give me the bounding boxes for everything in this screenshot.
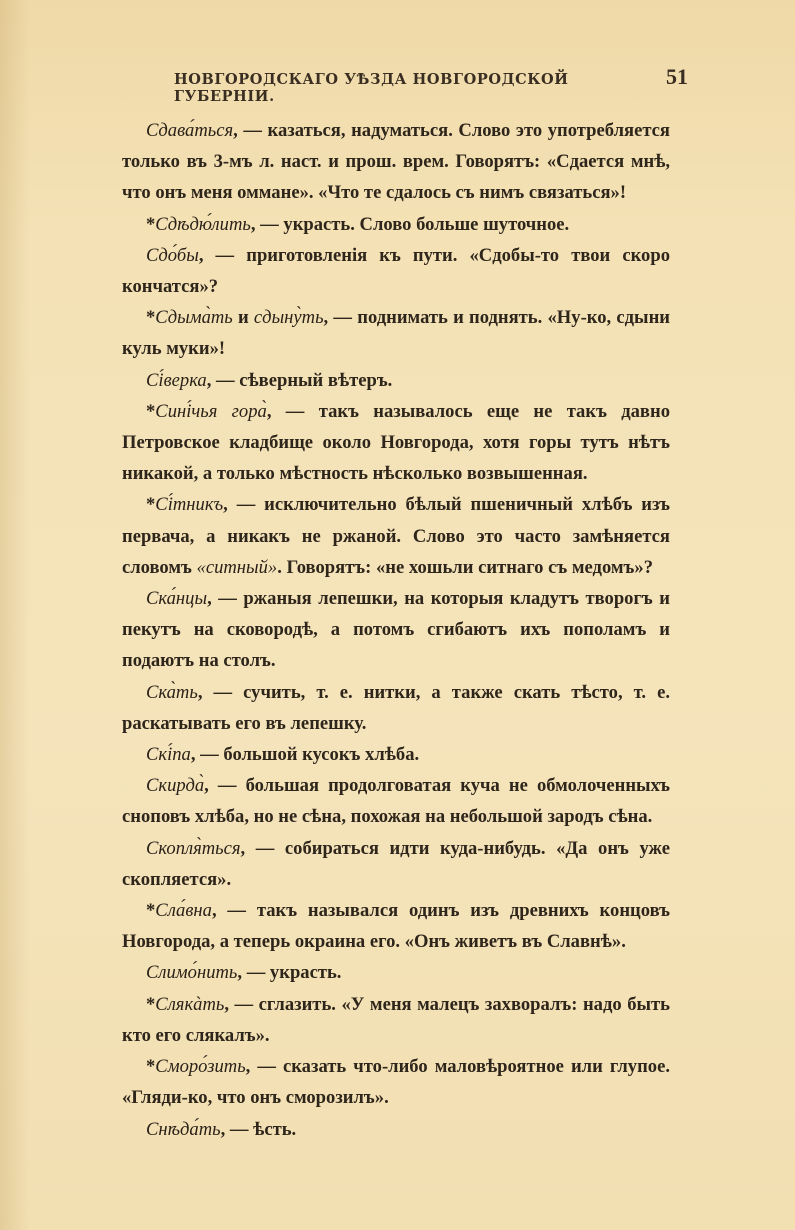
headword-variant: «ситный» — [196, 556, 278, 578]
asterisk-mark: * — [146, 900, 156, 922]
dictionary-entry — [122, 240, 670, 302]
dictionary-entry — [122, 583, 670, 677]
headword: Скирда̀ — [146, 775, 205, 797]
asterisk-mark: * — [146, 213, 156, 235]
headword: Снѣда́ть — [146, 1118, 221, 1140]
headword: Сдава́ться — [146, 120, 234, 141]
definition: , — исключительно бѣлый пшеничный хлѣбъ изъ первача, а никакъ не ржаной. Слово это часто замѣняется словомъ — [122, 494, 670, 578]
headword: Сдыма̀ть — [155, 307, 233, 329]
headword: Сдѣдю́лить — [155, 213, 251, 235]
dictionary-entry — [122, 489, 670, 583]
definition: , — сглазить. «У меня малецъ захворалъ: надо быть кто его слякалъ». — [122, 993, 670, 1046]
definition: , — собираться идти куда-нибудь. «Да онъ уже скопляется». — [122, 837, 670, 890]
asterisk-mark: * — [146, 494, 156, 516]
headword: Ска̀ть — [146, 681, 198, 703]
definition: , — казаться, надуматься. Слово это употребляется только въ 3-мъ л. наст. и прош. врем. Говорятъ: «Сдается мнѣ, что онъ меня оммане». «Что те сдалось съ нимъ связаться»! — [122, 120, 670, 204]
dictionary-entry — [122, 677, 670, 739]
headword-variant: сдыну̀ть — [253, 307, 324, 329]
definition: , — большая продолговатая куча не обмолоченныхъ сноповъ хлѣба, но не сѣна, похожая на небольшой зародъ сѣна. — [122, 775, 670, 828]
dictionary-entry — [122, 989, 670, 1051]
dictionary-entry — [122, 115, 670, 209]
page-edge-shadow — [0, 0, 30, 1230]
headword: Сдо́бы — [146, 244, 199, 266]
headword: Сині́чья гора̀ — [155, 400, 267, 422]
page-number: 51 — [666, 64, 688, 89]
asterisk-mark: * — [146, 307, 156, 329]
dictionary-entry — [122, 302, 670, 364]
headword: Сморо́зить — [155, 1056, 246, 1078]
dictionary-entry — [122, 209, 670, 240]
definition: , — сучить, т. е. нитки, а также скать тѣсто, т. е. раскатывать его въ лепешку. — [122, 681, 670, 734]
dictionary-entry — [122, 1114, 670, 1145]
headword: Скопля̀ться — [146, 837, 241, 859]
definition: , — ржаныя лепешки, на которыя кладутъ творогъ и пекутъ на сковородѣ, а потомъ сгибаютъ ихъ пополамъ и подаютъ на столъ. — [122, 588, 670, 672]
dictionary-entry — [122, 957, 670, 988]
dictionary-entry — [122, 396, 670, 490]
definition: , — такъ называлось еще не такъ давно Петровское кладбище около Новгорода, хотя горы тутъ нѣтъ никакой, а только мѣстность нѣсколько возвышенная. — [122, 400, 670, 485]
running-title: НОВГОРОДСКАГО УѢЗДА НОВГОРОДСКОЙ ГУБЕРНІИ. — [174, 71, 569, 105]
dictionary-entry — [122, 365, 670, 396]
definition: , — сѣверный вѣтеръ. — [206, 369, 393, 391]
dictionary-entry — [122, 833, 670, 895]
definition: , — сказать что-либо маловѣроятное или глупое. «Гляди-ко, что онъ сморозилъ». — [122, 1056, 670, 1109]
asterisk-mark: * — [146, 400, 156, 422]
definition: , — такъ назывался одинъ изъ древнихъ концовъ Новгорода, а теперь окраина его. «Онъ живетъ въ Славнѣ». — [122, 900, 670, 953]
definition: , — приготовленія къ пути. «Сдобы-то твои скоро кончатся»? — [122, 244, 670, 298]
headword: Сі́тникъ — [155, 494, 224, 516]
definition: , — поднимать и поднять. «Ну-ко, сдыни куль муки»! — [122, 307, 670, 360]
dictionary-text — [122, 115, 670, 1145]
headword: Слякàть — [155, 993, 225, 1015]
headword: Сі́верка — [146, 369, 207, 391]
definition: , — украсть. Слово больше шуточное. — [250, 213, 570, 235]
dictionary-entry — [122, 770, 670, 832]
headword: Сла́вна — [155, 900, 212, 922]
definition: , — украсть. — [237, 962, 342, 984]
headword: Ска́нцы — [146, 588, 208, 610]
dictionary-entry — [122, 739, 670, 770]
definition: , — большой кусокъ хлѣба. — [190, 744, 420, 766]
asterisk-mark: * — [146, 993, 156, 1015]
dictionary-entry — [122, 895, 670, 957]
page-header — [174, 64, 688, 105]
conjunction: и — [232, 307, 254, 329]
definition: , — ѣсть. — [220, 1118, 297, 1140]
dictionary-entry — [122, 1051, 670, 1113]
headword: Скі́па — [146, 744, 191, 766]
headword: Слимо́нить — [146, 962, 238, 984]
definition-continued: . Говорятъ: «не хошьли ситнаго съ медомъ»? — [277, 556, 653, 578]
asterisk-mark: * — [146, 1056, 156, 1078]
